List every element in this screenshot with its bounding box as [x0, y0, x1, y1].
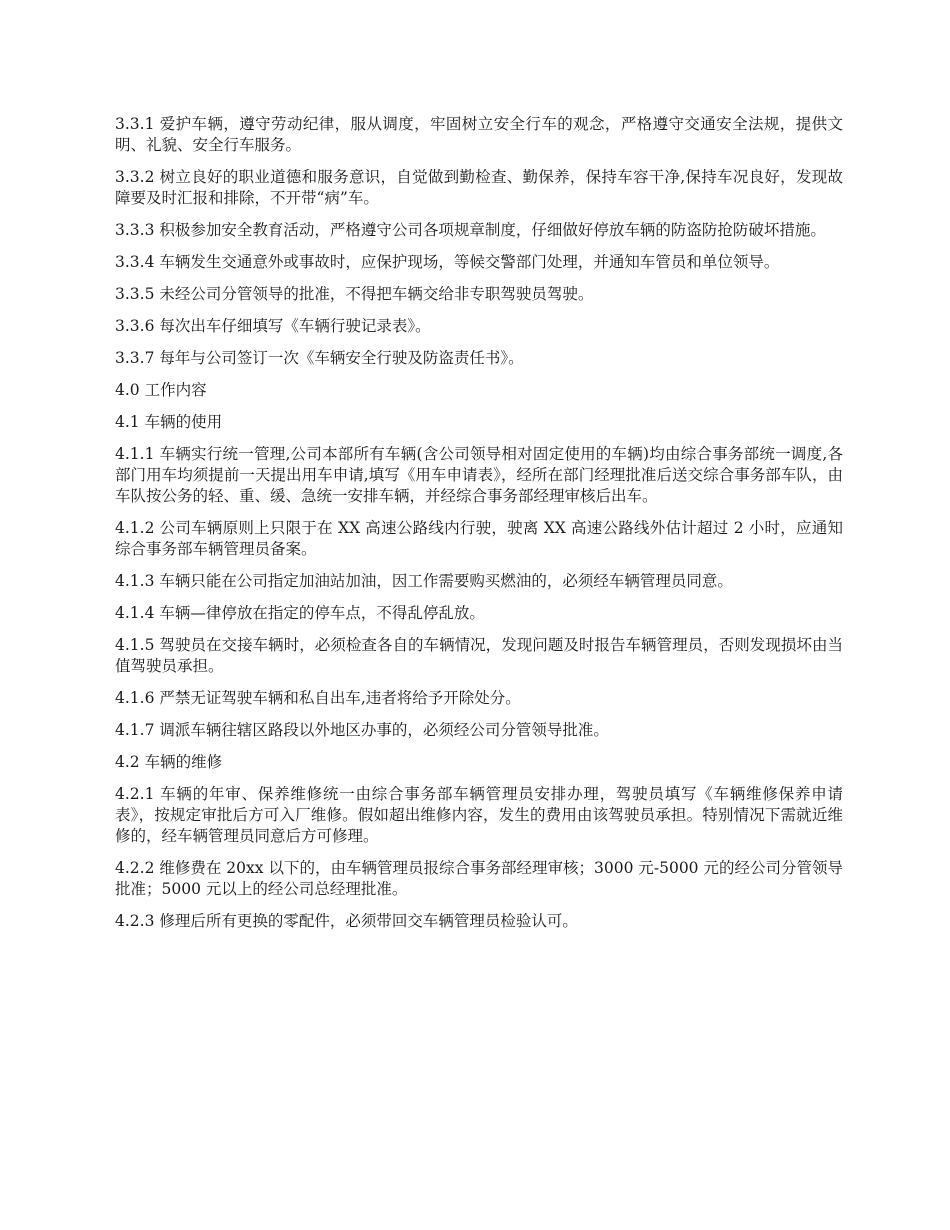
paragraph-3-3-3: 3.3.3 积极参加安全教育活动，严格遵守公司各项规章制度，仔细做好停放车辆的防盗防抢防破坏措施。: [115, 221, 826, 239]
paragraph-3-3-7: 3.3.7 每年与公司签订一次《车辆安全行驶及防盗责任书》。: [115, 349, 524, 367]
paragraph-4-2-1: 4.2.1 车辆的年审、保养维修统一由综合事务部车辆管理员安排办理，驾驶员填写《车辆维修保养申请表》，按规定审批后方可入厂维修。假如超出维修内容，发生的费用由该驾驶员承担。特别情况下需就近维修的，经车辆管理员同意后方可修理。: [115, 785, 843, 845]
section-heading-4-0: 4.0 工作内容: [115, 381, 207, 399]
section-heading-4-1: 4.1 车辆的使用: [115, 413, 223, 431]
paragraph-3-3-2: 3.3.2 树立良好的职业道德和服务意识，自觉做到勤检查、勤保养，保持车容干净,保持车况良好，发现故障要及时汇报和排除，不开带“病”车。: [115, 168, 843, 207]
section-heading-4-2: 4.2 车辆的维修: [115, 753, 223, 771]
paragraph-4-1-4: 4.1.4 车辆—律停放在指定的停车点，不得乱停乱放。: [115, 604, 485, 622]
paragraph-4-2-3: 4.2.3 修理后所有更换的零配件，必须带回交车辆管理员检验认可。: [115, 912, 578, 930]
paragraph-3-3-1: 3.3.1 爱护车辆，遵守劳动纪律，服从调度，牢固树立安全行车的观念，严格遵守交通安全法规，提供文明、礼貌、安全行车服务。: [115, 115, 843, 154]
paragraph-3-3-4: 3.3.4 车辆发生交通意外或事故时，应保护现场，等候交警部门处理，并通知车管员和单位领导。: [115, 253, 780, 271]
paragraph-4-1-1: 4.1.1 车辆实行统一管理,公司本部所有车辆(含公司领导相对固定使用的车辆)均由综合事务部统一调度,各部门用车均须提前一天提出用车申请,填写《用车申请表》，经所在部门经理批准后送交综合事务部车队，由车队按公务的轻、重、缓、急统一安排车辆，并经综合事务部经理审核后出车。: [115, 445, 843, 505]
paragraph-4-1-2: 4.1.2 公司车辆原则上只限于在 XX 高速公路线内行驶，驶离 XX 高速公路线外估计超过 2 小时，应通知综合事务部车辆管理员备案。: [115, 519, 843, 558]
document-body: [115, 114, 843, 943]
paragraph-4-1-7: 4.1.7 调派车辆往辖区路段以外地区办事的，必须经公司分管领导批准。: [115, 721, 609, 739]
paragraph-3-3-6: 3.3.6 每次出车仔细填写《车辆行驶记录表》。: [115, 317, 431, 335]
paragraph-4-1-3: 4.1.3 车辆只能在公司指定加油站加油，因工作需要购买燃油的，必须经车辆管理员同意。: [115, 572, 733, 590]
paragraph-3-3-5: 3.3.5 未经公司分管领导的批准，不得把车辆交给非专职驾驶员驾驶。: [115, 285, 594, 303]
paragraph-4-2-2: 4.2.2 维修费在 20xx 以下的，由车辆管理员报综合事务部经理审核；3000 元-5000 元的经公司分管领导批准；5000 元以上的经公司总经理批准。: [115, 859, 843, 898]
paragraph-4-1-5: 4.1.5 驾驶员在交接车辆时，必须检查各自的车辆情况，发现问题及时报告车辆管理员，否则发现损坏由当值驾驶员承担。: [115, 636, 843, 675]
paragraph-4-1-6: 4.1.6 严禁无证驾驶车辆和私自出车,违者将给予开除处分。: [115, 689, 521, 707]
